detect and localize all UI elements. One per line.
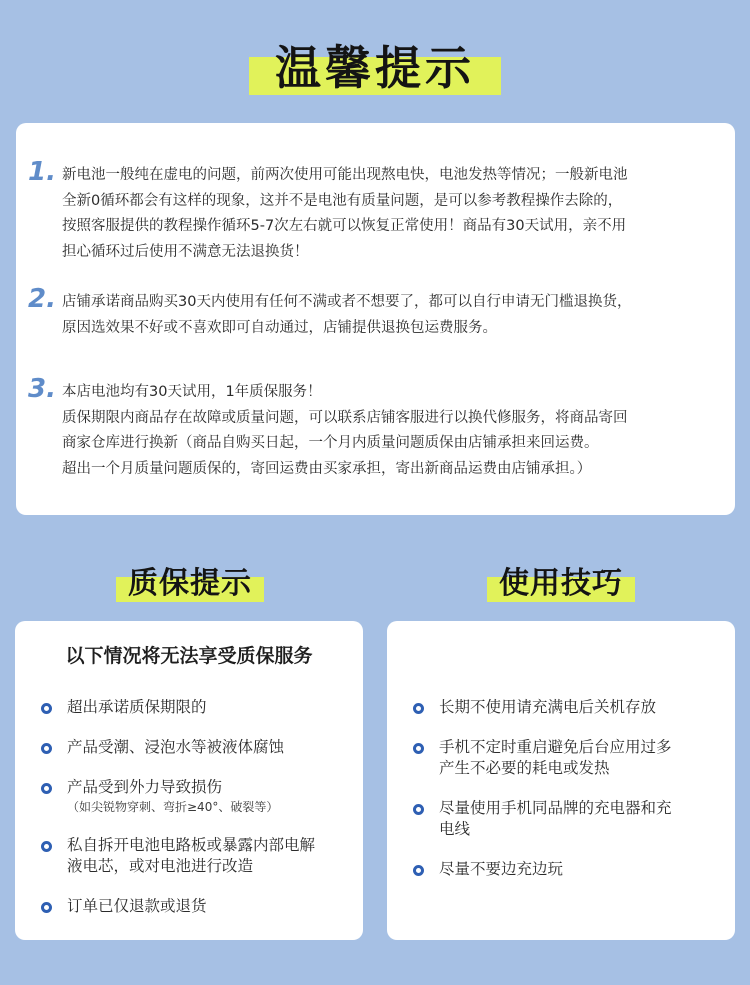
list-item [413,737,719,779]
bullet-ring-icon [41,841,52,852]
usage-card [387,621,735,940]
list-item-text: 订单已仅退款或退货 [67,897,207,915]
warranty-title-text: 质保提示 [116,567,264,602]
list-item [41,737,347,758]
list-item [41,777,347,816]
tip-item-2 [28,284,717,341]
list-item [413,859,719,880]
warranty-list [41,697,347,917]
usage-title-text: 使用技巧 [487,567,635,602]
tip-text-2: 店铺承诺商品购买30天内使用有任何不满或者不想要了，都可以自行申请无门槛退换货， 原因选效果不好或不喜欢即可自动通过，店铺提供退换包运费服务。 [62,294,632,336]
tip-number-1: 1. [28,157,56,187]
tip-item-3 [28,374,717,482]
list-item-text: 长期不使用请充满电后关机存放 [439,698,657,716]
usage-section-title [386,567,736,602]
main-title [0,42,750,95]
list-item-text: 产品受到外力导致损伤 [67,778,223,796]
list-item-text: 尽量使用手机同品牌的充电器和充 电线 [439,799,672,838]
list-item [413,697,719,718]
tip-text-3: 本店电池均有30天试用，1年质保服务！ 质保期限内商品存在故障或质量问题，可以联系店铺客服进行以换代修服务，将商品寄回 商家仓库进行换新（商品自购买日起，一个月内质量问题质保由店铺承担来回运费。 超出一个月质量问题质保的，寄回运费由买家承担，寄出新商品运费由店铺承担。） [62,384,628,477]
bullet-ring-icon [41,902,52,913]
bullet-ring-icon [413,743,424,754]
tip-number-2: 2. [28,284,56,314]
tip-number-3: 3. [28,374,56,404]
tip-text-1: 新电池一般纯在虚电的问题，前两次使用可能出现熬电快，电池发热等情况；一般新电池 全新0循环都会有这样的现象，这并不是电池有质量问题，是可以参考教程操作去除的， 按照客服提供的教程操作循环5-7次左右就可以恢复正常使用！商品有30天试用，亲不用 担心循环过后使用不满意无法退换货！ [62,167,628,260]
bullet-ring-icon [41,703,52,714]
warranty-card [15,621,363,940]
list-item-text: 私自拆开电池电路板或暴露内部电解 液电芯，或对电池进行改造 [67,836,316,875]
list-item-text: 超出承诺质保期限的 [67,698,207,716]
bullet-ring-icon [41,783,52,794]
bullet-ring-icon [413,804,424,815]
bullet-ring-icon [413,865,424,876]
warranty-section-title [15,567,365,602]
main-title-text: 温馨提示 [249,42,501,95]
list-item-text: 手机不定时重启避免后台应用过多 产生不必要的耗电或发热 [439,738,672,777]
usage-list [413,697,719,880]
list-item [41,835,347,877]
list-item-text: 尽量不要边充边玩 [439,860,564,878]
list-item-note: （如尖锐物穿刺、弯折≥40°、破裂等） [67,800,279,814]
tip-item-1 [28,157,717,265]
bullet-ring-icon [41,743,52,754]
tips-card [16,123,735,515]
bullet-ring-icon [413,703,424,714]
list-item [41,896,347,917]
list-item [413,798,719,840]
list-item-text: 产品受潮、浸泡水等被液体腐蚀 [67,738,285,756]
list-item [41,697,347,718]
warranty-heading: 以下情况将无法享受质保服务 [65,645,313,667]
